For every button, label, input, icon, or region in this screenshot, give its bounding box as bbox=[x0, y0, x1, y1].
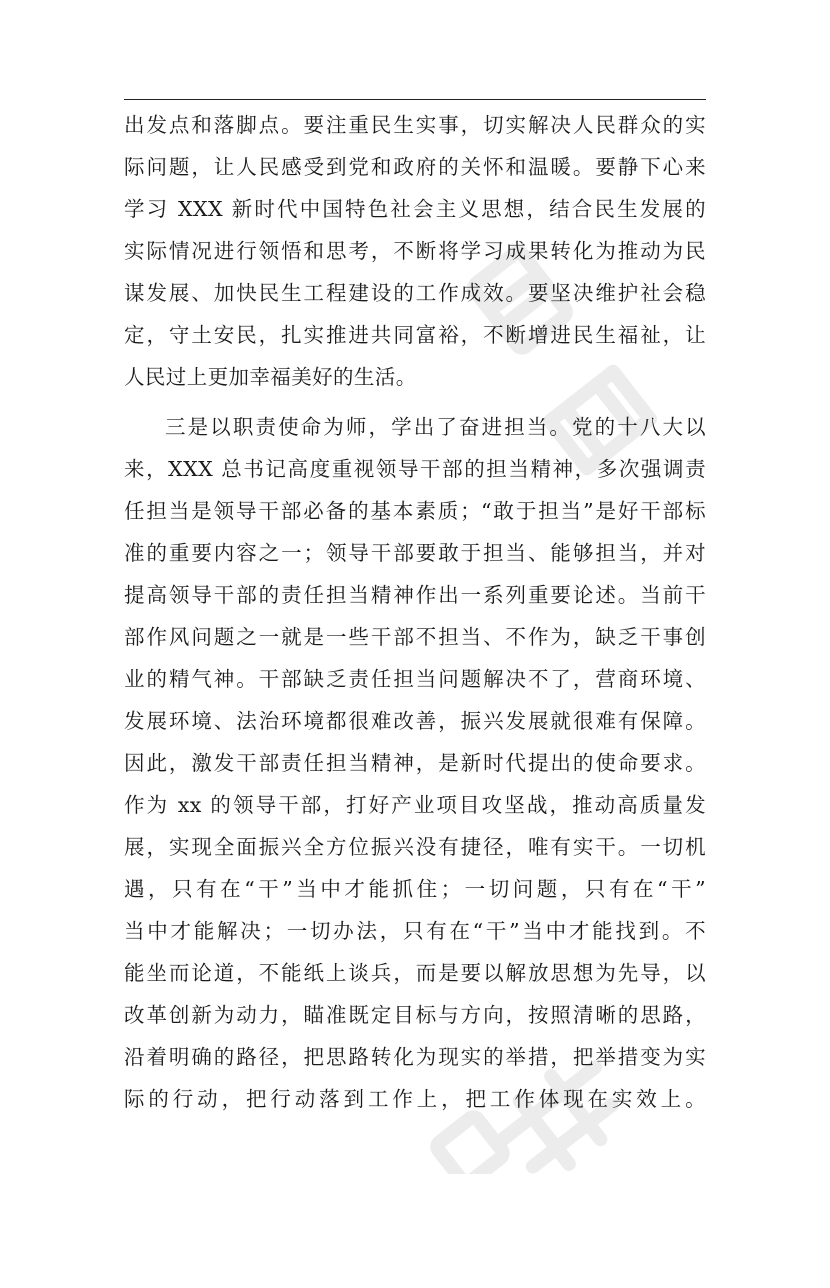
text-line: 提高领导干部的责任担当精神作出一系列重要论述。当前干 bbox=[124, 583, 706, 607]
paragraph-gap bbox=[124, 398, 706, 406]
text-line bbox=[124, 1246, 706, 1288]
text-line: 任担当是领导干部必备的基本素质；“敢于担当”是好干部标 bbox=[124, 499, 706, 523]
text-line bbox=[124, 1120, 706, 1162]
text-line: 沿着明确的路径，把思路转化为现实的举措，把举措变为实 bbox=[124, 1045, 706, 1069]
text-line: 改革创新为动力，瞄准既定目标与方向，按照清晰的思路， bbox=[124, 1003, 706, 1027]
text-line: 发展环境、法治环境都很难改善，振兴发展就很难有保障。 bbox=[124, 709, 706, 733]
text-line: 当中才能解决；一切办法，只有在“干”当中才能找到。不 bbox=[124, 919, 706, 943]
text-line: 业的精气神。干部缺乏责任担当问题解决不了，营商环境、 bbox=[124, 667, 706, 691]
header-rule bbox=[124, 99, 706, 100]
text-line: 际的行动，把行动落到工作上，把工作体现在实效上。 bbox=[124, 1087, 706, 1111]
text-line: 准的重要内容之一；领导干部要敢于担当、能够担当，并对 bbox=[124, 541, 706, 565]
text-line: 展，实现全面振兴全方位振兴没有捷径，唯有实干。一切机 bbox=[124, 835, 706, 859]
text-line: 实际情况进行领悟和思考，不断将学习成果转化为推动为民 bbox=[124, 239, 706, 263]
text-line: 来，XXX 总书记高度重视领导干部的担当精神，多次强调责 bbox=[124, 457, 706, 481]
text-line: 谋发展、加快民生工程建设的工作成效。要坚决维护社会稳 bbox=[124, 281, 706, 305]
text-line: 遇，只有在“干”当中才能抓住；一切问题，只有在“干” bbox=[124, 877, 706, 901]
text-line: 际问题，让人民感受到党和政府的关怀和温暖。要静下心来 bbox=[124, 155, 706, 179]
text-line: 三是以职责使命为师，学出了奋进担当。党的十八大以 bbox=[165, 415, 706, 439]
text-line: 作为 xx 的领导干部，打好产业项目攻坚战，推动高质量发 bbox=[124, 793, 706, 817]
text-line bbox=[124, 1162, 706, 1204]
text-line: 学习 XXX 新时代中国特色社会主义思想，结合民生发展的 bbox=[124, 197, 706, 221]
text-line: 能坐而论道，不能纸上谈兵，而是要以解放思想为先导，以 bbox=[124, 961, 706, 985]
paragraph-1 bbox=[124, 104, 706, 398]
text-line: 因此，激发干部责任担当精神，是新时代提出的使命要求。 bbox=[124, 751, 706, 775]
text-line: 定，守土安民，扎实推进共同富裕，不断增进民生福祉，让 bbox=[124, 323, 706, 347]
text-line: 出发点和落脚点。要注重民生实事，切实解决人民群众的实 bbox=[124, 113, 706, 137]
text-line: 人民过上更加幸福美好的生活。 bbox=[124, 365, 417, 389]
paragraph-2 bbox=[124, 406, 706, 1288]
document-body bbox=[124, 104, 706, 1288]
text-line: 部作风问题之一就是一些干部不担当、不作为，缺乏干事创 bbox=[124, 625, 706, 649]
text-line bbox=[124, 1204, 706, 1246]
